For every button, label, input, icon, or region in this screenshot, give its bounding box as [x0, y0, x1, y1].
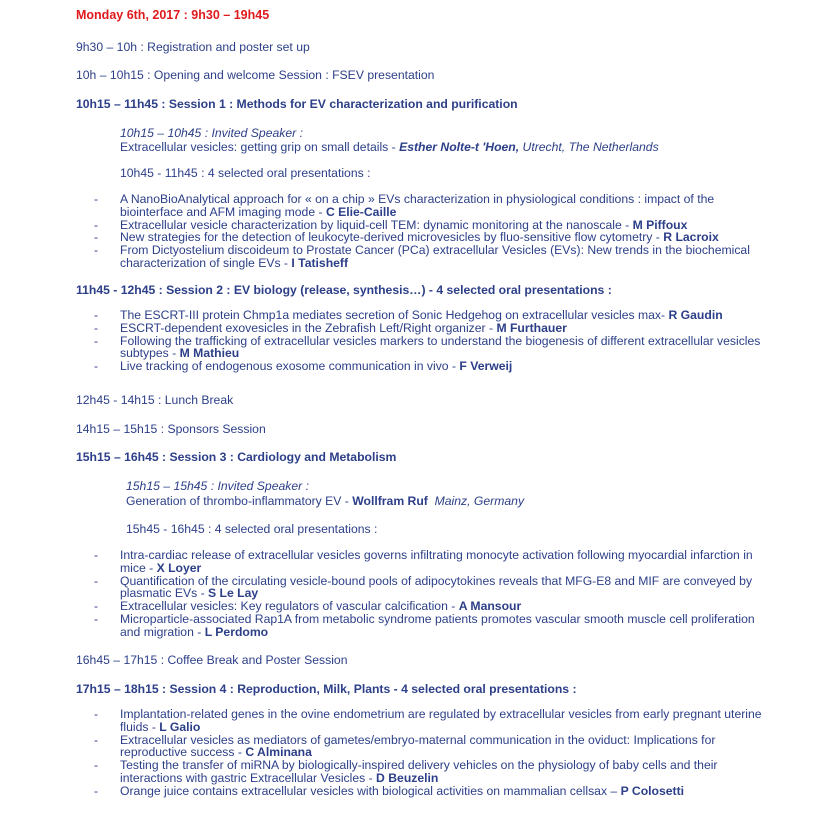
session3-invited-talk: [126, 494, 524, 508]
registration-slot: 9h30 – 10h : Registration and poster set up: [76, 40, 310, 54]
talk-title: Testing the transfer of miRNA by biologically-inspired delivery vehicles on the physiology of baby cells and their interactions with gastric Extracellular Vesicles -: [120, 758, 718, 785]
talk-title: Extracellular vesicles as mediators of gametes/embryo-maternal communication in the oviduct: Implications for reproductive success -: [120, 732, 716, 760]
talk-title: ESCRT-dependent exovesicles in the Zebrafish Left/Right organizer -: [120, 320, 497, 335]
invited-talk-title: Generation of thrombo-inflammatory EV -: [126, 494, 353, 508]
list-item: [76, 193, 776, 219]
list-item: [76, 613, 776, 639]
talk-speaker: C Elie-Caille: [325, 204, 397, 219]
invited-speaker: Esther Nolte-t 'Hoen,: [399, 140, 520, 154]
session1-selected: 10h45 - 11h45 : 4 selected oral presentations :: [120, 166, 371, 180]
list-item: [76, 759, 776, 785]
talk-title: Extracellular vesicles: Key regulators of vascular calcification -: [120, 599, 459, 614]
talk-title: Following the trafficking of extracellular vesicles markers to understand the biogenesis of different extracellular vesicles subtypes -: [120, 333, 761, 361]
talk-speaker: M Mathieu: [179, 346, 240, 361]
talk-speaker: R Gaudin: [668, 308, 723, 322]
invited-talk-title: Extracellular vesicles: getting grip on small details -: [120, 140, 400, 154]
coffee-slot: 16h45 – 17h15 : Coffee Break and Poster Session: [76, 653, 348, 667]
talk-title: Implantation-related genes in the ovine endometrium are regulated by extracellular vesicles from early pregnant uterine fluids -: [120, 707, 762, 734]
sponsors-slot: 14h15 – 15h15 : Sponsors Session: [76, 422, 266, 436]
list-item: [76, 335, 776, 361]
talk-title: From Dictyostelium discoideum to Prostate Cancer (PCa) extracellular Vesicles (EVs): New trends in the biochemical characterization of single EVs -: [120, 243, 750, 270]
session3-invited-time: 15h15 – 15h45 : Invited Speaker :: [126, 479, 309, 493]
lunch-slot: 12h45 - 14h15 : Lunch Break: [76, 393, 234, 407]
program-date: Monday 6th, 2017 : 9h30 – 19h45: [76, 8, 270, 22]
talk-speaker: S Le Lay: [208, 586, 259, 601]
session2-title: 11h45 - 12h45 : Session 2 : EV biology (release, synthesis…) - 4 selected oral presentations :: [76, 283, 612, 297]
invited-speaker: Wollfram Ruf: [352, 494, 428, 508]
invited-place: Mainz, Germany: [427, 494, 525, 508]
talk-title: A NanoBioAnalytical approach for « on a chip » EVs characterization in physiological conditions : impact of the biointerface and AFM imaging mode -: [120, 192, 715, 219]
talk-speaker: M Piffoux: [632, 217, 688, 232]
talk-title: Orange juice contains extracellular vesicles with biological activities on mammalian cellsax –: [120, 783, 621, 798]
talk-title: Quantification of the circulating vesicle-bound pools of adipocytokines reveals that MFG-E8 and MIF are conveyed by plasmatic EVs -: [120, 573, 753, 601]
invited-place: Utrecht, The Netherlands: [519, 140, 659, 154]
session1-title: 10h15 – 11h45 : Session 1 : Methods for EV characterization and purification: [76, 97, 518, 111]
session3-talk-list: [76, 549, 776, 639]
talk-speaker: A Mansour: [458, 599, 522, 614]
talk-speaker: I Tatisheff: [291, 255, 349, 270]
talk-title: Microparticle-associated Rap1A from metabolic syndrome patients promotes vascular smooth muscle cell proliferation and migration -: [120, 611, 755, 639]
talk-speaker: C Alminana: [245, 745, 312, 760]
session1-invited-talk: [120, 140, 659, 154]
session2-talk-list: [76, 309, 776, 373]
talk-speaker: P Colosetti: [620, 783, 685, 798]
session4-title: 17h15 – 18h15 : Session 4 : Reproduction, Milk, Plants - 4 selected oral presentations :: [76, 682, 577, 696]
session1-talk-list: [76, 193, 776, 270]
talk-title: Live tracking of endogenous exosome communication in vivo -: [120, 359, 460, 374]
session1-invited-time: 10h15 – 10h45 : Invited Speaker :: [120, 126, 303, 140]
talk-speaker: D Beuzelin: [376, 770, 439, 785]
talk-title: Extracellular vesicle characterization by liquid-cell TEM: dynamic monitoring at the nanoscale -: [120, 217, 633, 232]
talk-speaker: F Verweij: [459, 359, 513, 374]
talk-title: The ESCRT-III protein Chmp1a mediates secretion of Sonic Hedgehog on extracellular vesicles max-: [120, 308, 669, 322]
talk-speaker: L Perdomo: [204, 624, 269, 639]
session4-talk-list: [76, 708, 776, 798]
talk-speaker: X Loyer: [156, 560, 202, 575]
list-item: [76, 549, 776, 575]
talk-title: Intra-cardiac release of extracellular vesicles governs infiltrating monocyte activation following myocardial infarction in mice -: [120, 548, 753, 575]
list-item: [76, 734, 776, 760]
list-item: [76, 360, 776, 373]
talk-speaker: L Galio: [159, 719, 201, 734]
talk-speaker: M Furthauer: [496, 320, 567, 335]
list-item: [76, 244, 776, 270]
list-item: [76, 708, 776, 734]
session3-selected: 15h45 - 16h45 : 4 selected oral presentations :: [126, 522, 378, 536]
talk-speaker: R Lacroix: [663, 230, 719, 245]
opening-slot: 10h – 10h15 : Opening and welcome Session : FSEV presentation: [76, 68, 435, 82]
list-item: [76, 785, 776, 798]
talk-title: New strategies for the detection of leukocyte-derived microvesicles by fluo-sensitive flow cytometry -: [120, 230, 664, 245]
list-item: [76, 575, 776, 601]
session3-title: 15h15 – 16h45 : Session 3 : Cardiology and Metabolism: [76, 450, 397, 464]
